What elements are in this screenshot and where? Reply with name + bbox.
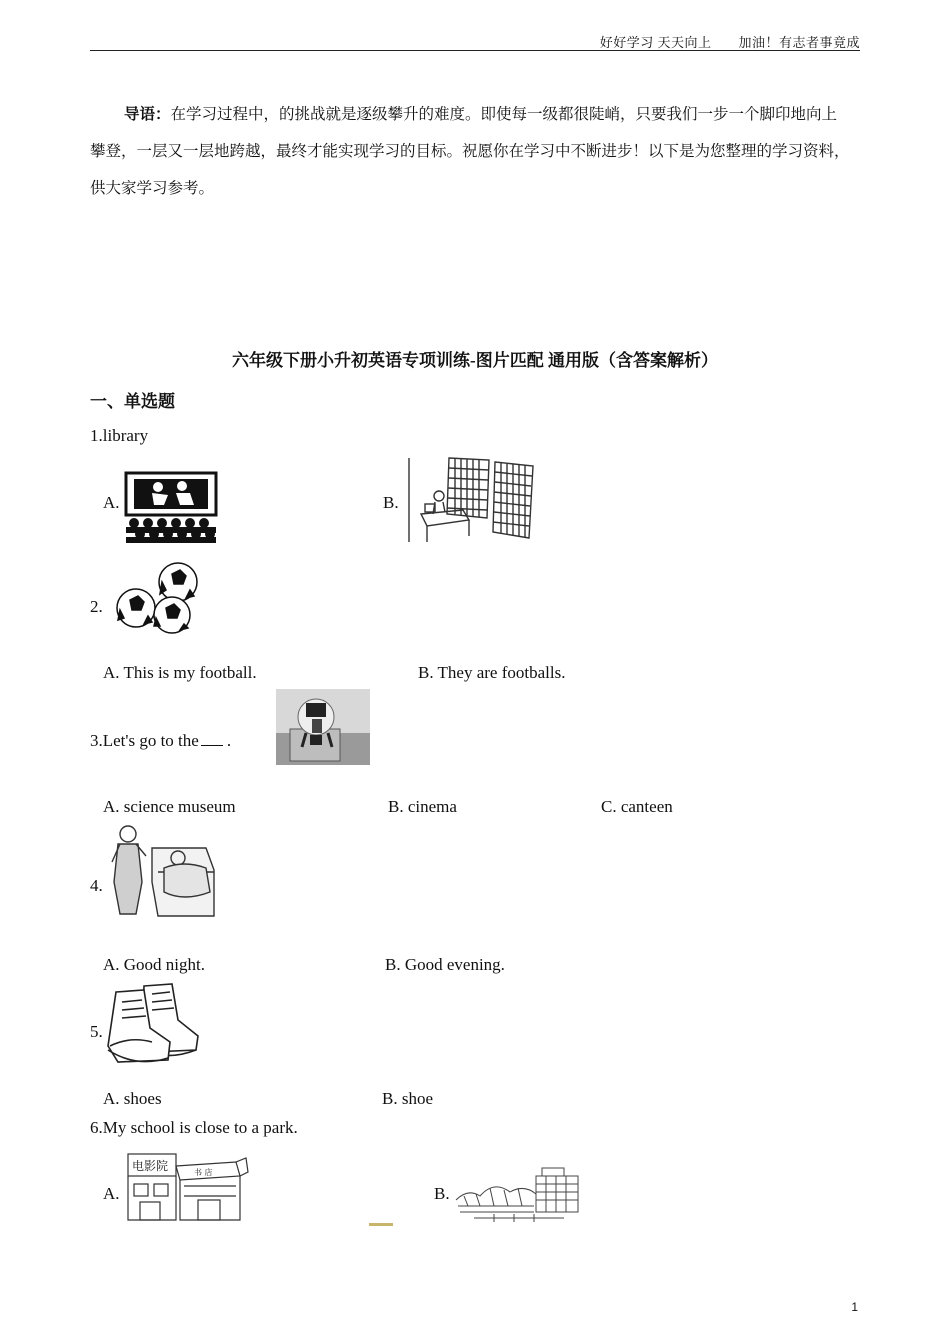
q5-option-a[interactable]: A. shoes — [103, 1089, 162, 1108]
q3-stem-end: . — [226, 731, 232, 750]
section-heading: 一、单选题 — [90, 392, 175, 411]
good-night-picture — [106, 822, 216, 920]
q6-option-b[interactable]: B. — [434, 1184, 450, 1203]
q3-stem — [90, 731, 231, 751]
q4-stem: 4. — [90, 876, 103, 895]
q6-stem: 6.My school is close to a park. — [90, 1118, 298, 1137]
q3-option-c[interactable]: C. canteen — [601, 797, 673, 816]
q3-option-b[interactable]: B. cinema — [388, 797, 457, 816]
q3-blank — [201, 731, 223, 746]
q3-option-a[interactable]: A. science museum — [103, 797, 236, 816]
cinema-sign: 电影院 — [132, 1159, 169, 1173]
q4-option-a[interactable]: A. Good night. — [103, 955, 205, 974]
q1-option-b[interactable]: B. — [383, 493, 399, 512]
header-motto: 好好学习 天天向上 加油！有志者事竟成 — [599, 35, 860, 50]
q6-option-a[interactable]: A. — [103, 1184, 120, 1203]
science-museum-picture — [276, 689, 370, 765]
intro-paragraph — [90, 96, 850, 207]
decorative-mark — [369, 1223, 393, 1226]
cinema-bookstore-picture — [124, 1152, 250, 1222]
q5-stem: 5. — [90, 1022, 103, 1041]
intro-text: 在学习过程中，的挑战就是逐级攀升的难度。即使每一级都很陡峭，只要我们一步一个脚印地向上攀登，一层又一层地跨越，最终才能实现学习的目标。祝愿你在学习中不断进步！以下是为您整理的学习资料，供大家学习参考。 — [90, 106, 850, 197]
q1-stem: 1.library — [90, 426, 149, 445]
q3-stem-text: 3.Let's go to the — [90, 731, 199, 750]
q1-option-a[interactable]: A. — [103, 493, 120, 512]
q4-option-b[interactable]: B. Good evening. — [385, 955, 505, 974]
document-title: 六年级下册小升初英语专项训练-图片匹配 通用版（含答案解析） — [232, 351, 718, 370]
park-picture — [454, 1166, 582, 1224]
intro-label: 导语： — [124, 106, 171, 123]
cinema-picture — [124, 471, 218, 543]
footballs-picture — [114, 560, 200, 636]
page-header — [90, 30, 860, 51]
bookstore-sign: 书 店 — [194, 1168, 213, 1177]
shoes-picture — [100, 980, 202, 1068]
q2-stem: 2. — [90, 597, 103, 616]
q5-option-b[interactable]: B. shoe — [382, 1089, 433, 1108]
q2-option-a[interactable]: A. This is my football. — [103, 663, 257, 682]
page-number: 1 — [851, 1300, 858, 1314]
q2-option-b[interactable]: B. They are footballs. — [418, 663, 566, 682]
library-picture — [405, 452, 539, 544]
